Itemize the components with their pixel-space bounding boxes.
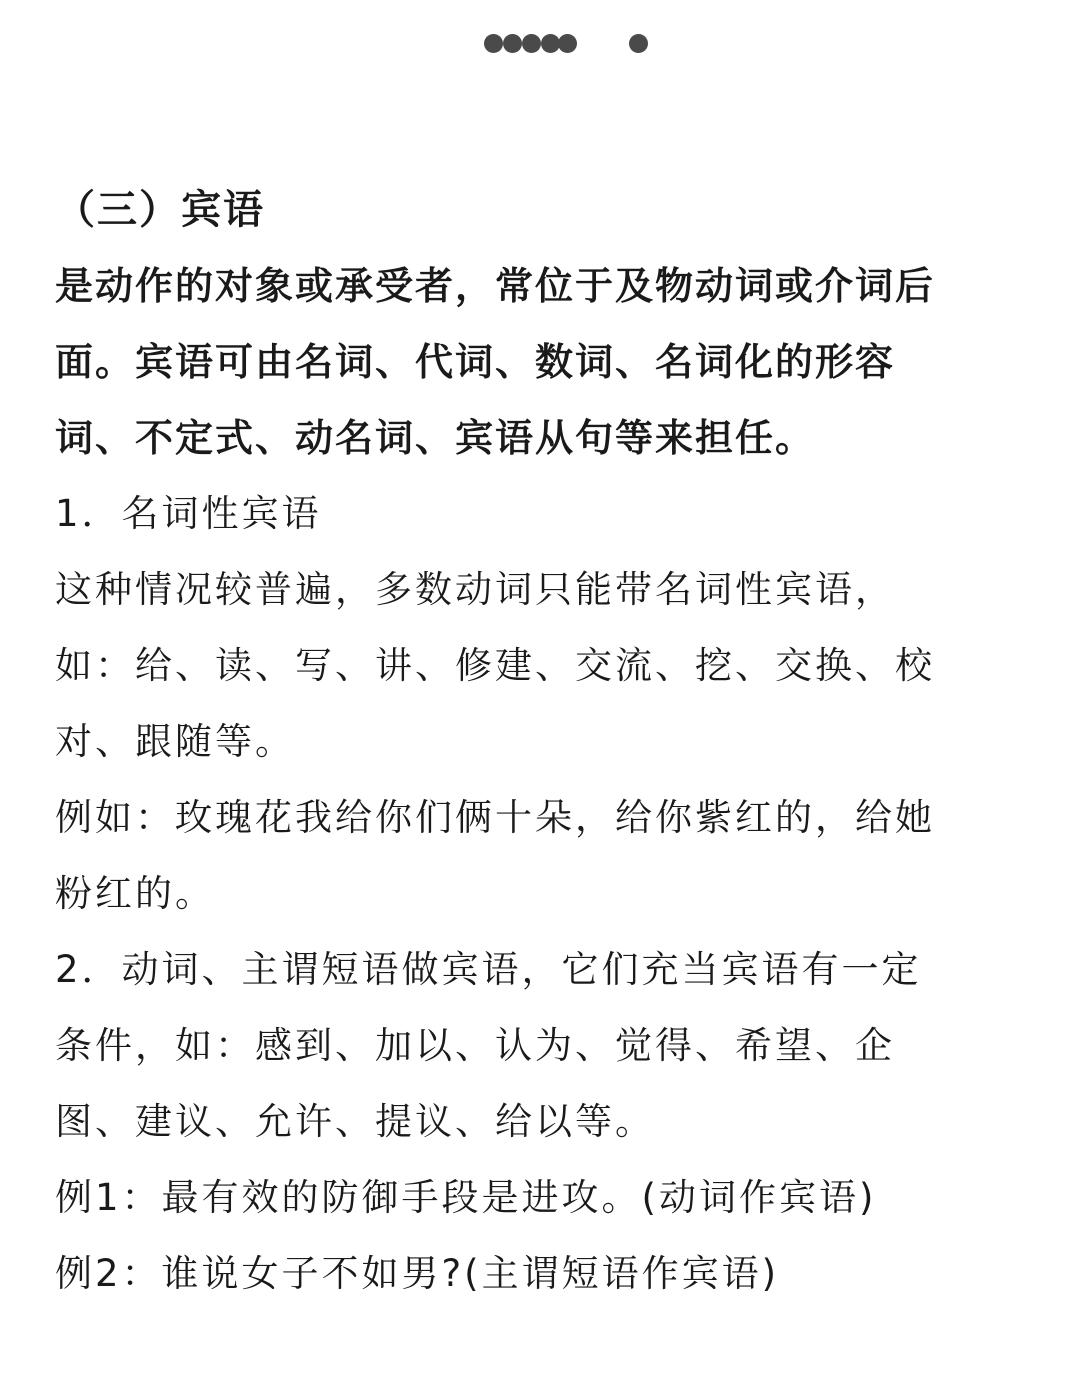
subheading-noun-object: 1．名词性宾语 <box>55 492 322 535</box>
subheading-verb-object: 2．动词、主谓短语做宾语，它们充当宾语有一定 <box>55 948 922 991</box>
intro-line: 面。宾语可由名词、代词、数词、名词化的形容 <box>55 340 896 384</box>
section-heading: （三）宾语 <box>55 187 265 233</box>
page-indicator-dot[interactable] <box>503 34 522 53</box>
example-line: 例1：最有效的防御手段是进攻。(动词作宾语) <box>55 1176 877 1219</box>
example-line: 例如：玫瑰花我给你们俩十朵，给你紫红的，给她 <box>55 796 935 839</box>
body-line: 这种情况较普遍，多数动词只能带名词性宾语， <box>55 568 895 611</box>
intro-line: 词、不定式、动名词、宾语从句等来担任。 <box>55 416 816 460</box>
body-line: 如：给、读、写、讲、修建、交流、挖、交换、校 <box>55 644 935 687</box>
page-indicator <box>0 34 1080 54</box>
page-indicator-dot[interactable] <box>522 34 541 53</box>
article-content <box>55 178 1025 1318</box>
body-line: 对、跟随等。 <box>55 720 295 763</box>
example-line: 粉红的。 <box>55 872 215 915</box>
body-line: 图、建议、允许、提议、给以等。 <box>55 1100 655 1143</box>
example-line: 例2：谁说女子不如男?(主谓短语作宾语) <box>55 1252 780 1295</box>
page-indicator-dot[interactable] <box>629 34 648 53</box>
page-indicator-dot[interactable] <box>558 34 577 53</box>
body-line: 条件，如：感到、加以、认为、觉得、希望、企 <box>55 1024 895 1067</box>
intro-line: 是动作的对象或承受者，常位于及物动词或介词后 <box>55 264 936 308</box>
page-indicator-dot[interactable] <box>484 34 503 53</box>
